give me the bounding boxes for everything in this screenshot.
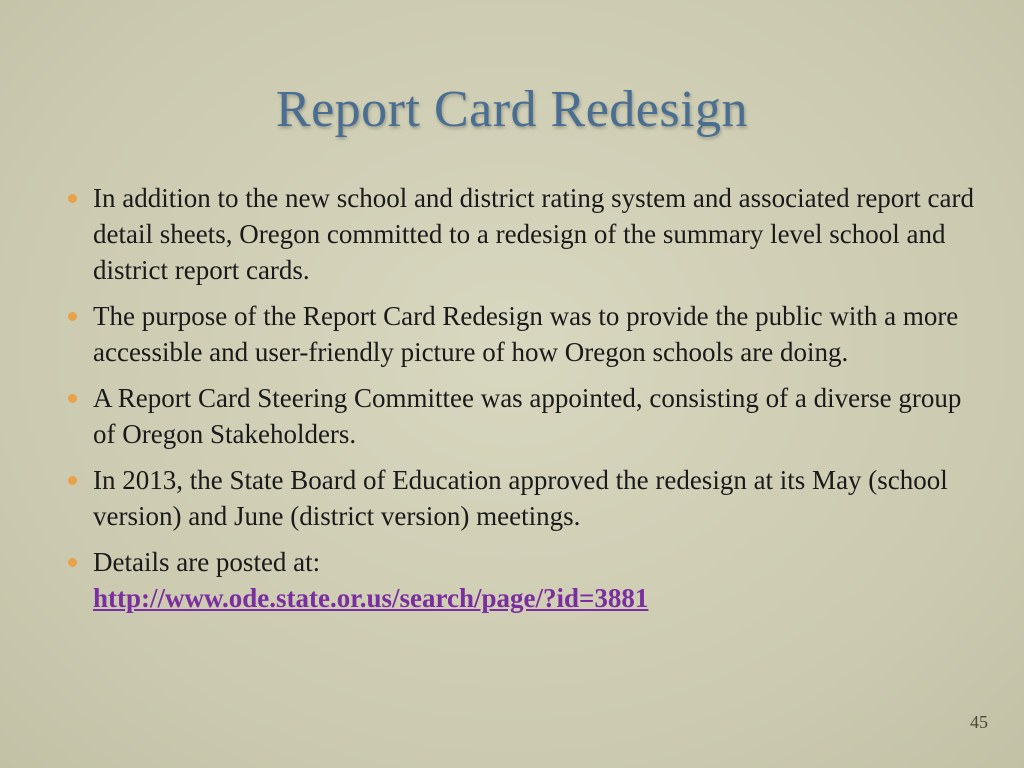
bullet-dot-icon (68, 558, 77, 567)
bullet-text: Details are posted at: (93, 547, 321, 577)
slide-title: Report Card Redesign (275, 81, 749, 138)
bullet-text: In 2013, the State Board of Education approved the redesign at its May (school version) and June (district version) meetings. (93, 465, 948, 531)
bullet-dot-icon (68, 476, 77, 485)
bullet-text: The purpose of the Report Card Redesign was to provide the public with a more accessible and user-friendly picture of how Oregon schools are doing. (93, 301, 959, 367)
bullet-item (64, 462, 979, 534)
bullet-item (64, 544, 979, 616)
bullet-text: A Report Card Steering Committee was appointed, consisting of a diverse group of Oregon Stakeholders. (93, 383, 962, 449)
bullet-item (64, 380, 979, 452)
bullet-item (64, 180, 979, 288)
bullet-list (64, 180, 979, 626)
bullet-text: In addition to the new school and district rating system and associated report card detail sheets, Oregon committed to a redesign of the summary level school and district report cards. (93, 183, 975, 285)
bullet-dot-icon (68, 394, 77, 403)
details-link[interactable]: http://www.ode.state.or.us/search/page/?id=3881 (93, 583, 649, 613)
bullet-dot-icon (68, 312, 77, 321)
bullet-dot-icon (68, 194, 77, 203)
page-number: 45 (970, 712, 988, 732)
bullet-item (64, 298, 979, 370)
